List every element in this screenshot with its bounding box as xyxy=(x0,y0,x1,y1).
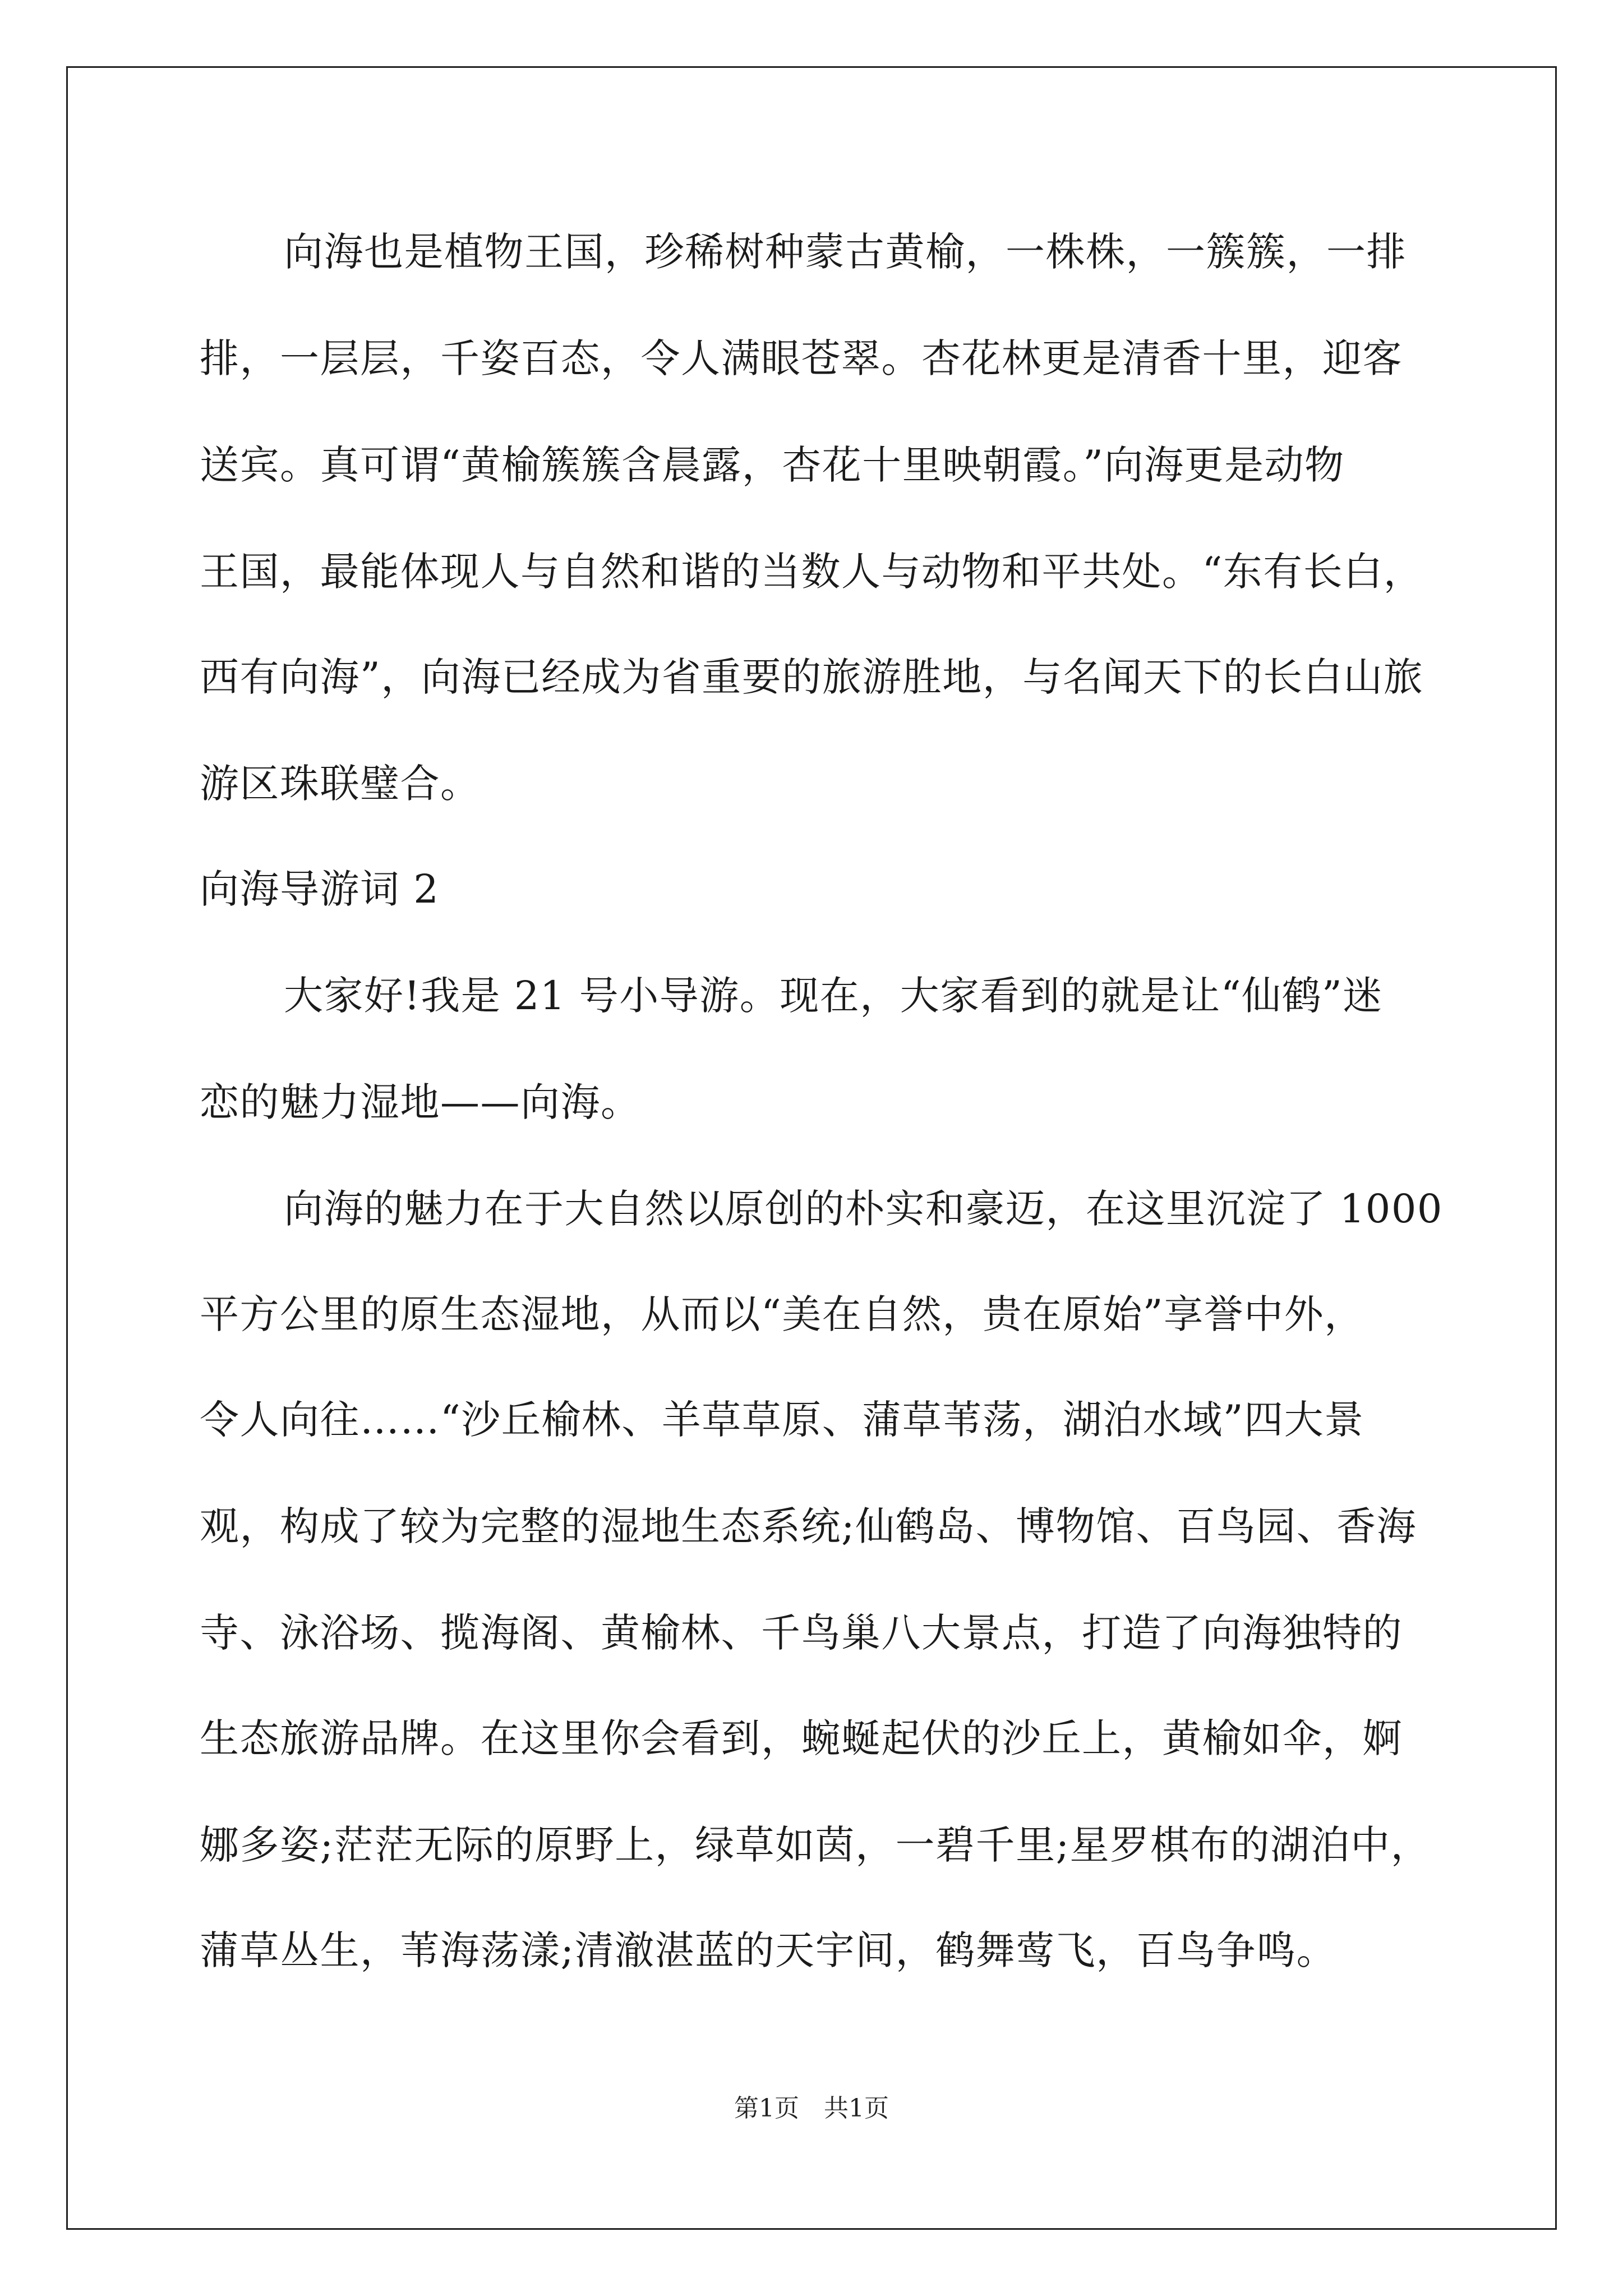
text-line: 娜多姿;茫茫无际的原野上，绿草如茵，一碧千里;星罗棋布的湖泊中， xyxy=(200,1822,1431,1868)
text-line: 送宾。真可谓“黄榆簇簇含晨露，杏花十里映朝霞。”向海更是动物 xyxy=(200,442,1345,488)
text-line: 观，构成了较为完整的湿地生态系统;仙鹤岛、博物馆、百鸟园、香海 xyxy=(200,1503,1417,1549)
text-line: 寺、泳浴场、揽海阁、黄榆林、千鸟巢八大景点，打造了向海独特的 xyxy=(200,1610,1403,1656)
text-line: 排，一层层，千姿百态，令人满眼苍翠。杏花林更是清香十里，迎客 xyxy=(200,335,1403,381)
text-line: 向海的魅力在于大自然以原创的朴实和豪迈，在这里沉淀了 1000 xyxy=(284,1186,1443,1232)
text-line: 蒲草丛生，苇海荡漾;清澈湛蓝的天宇间，鹤舞莺飞，百鸟争鸣。 xyxy=(200,1927,1337,1973)
text-line: 平方公里的原生态湿地，从而以“美在自然，贵在原始”享誉中外， xyxy=(200,1291,1364,1337)
page-border xyxy=(66,66,1557,2230)
page-footer: 第1页 共1页 xyxy=(734,2094,889,2123)
text-line: 大家好!我是 21 号小导游。现在，大家看到的就是让“仙鹤”迷 xyxy=(284,973,1383,1019)
text-line: 向海也是植物王国，珍稀树种蒙古黄榆，一株株，一簇簇，一排 xyxy=(284,229,1407,275)
text-line: 王国，最能体现人与自然和谐的当数人与动物和平共处。“东有长白， xyxy=(200,549,1424,595)
text-line: 生态旅游品牌。在这里你会看到，蜿蜒起伏的沙丘上，黄榆如伞，婀 xyxy=(200,1715,1403,1761)
text-line: 令人向往……“沙丘榆林、羊草草原、蒲草苇荡，湖泊水域”四大景 xyxy=(200,1397,1364,1443)
text-line: 恋的魅力湿地——向海。 xyxy=(200,1079,641,1125)
section-heading: 向海导游词 2 xyxy=(200,866,440,912)
text-line: 游区珠联璧合。 xyxy=(200,761,481,807)
text-line: 西有向海”，向海已经成为省重要的旅游胜地，与名闻天下的长白山旅 xyxy=(200,654,1424,700)
